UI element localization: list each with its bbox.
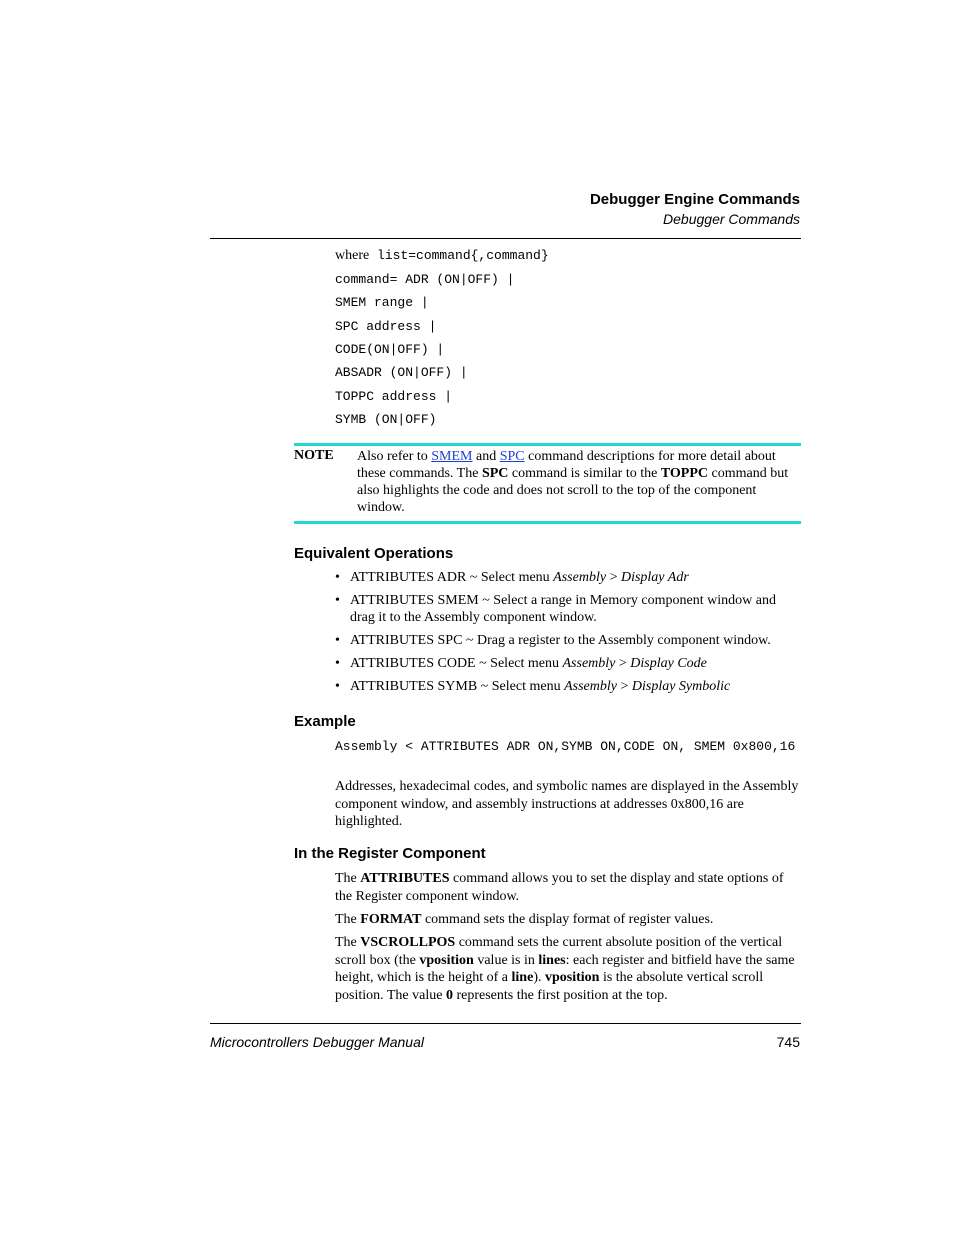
register-paragraph-vscrollpos: The VSCROLLPOS command sets the current absolute position of the vertical scroll box (the vposition value is in lines: each register and bitfield have the same height, which is the height of a line). vposition is the absolute vertical scroll position. The value 0 represents the first position at the top. <box>335 935 795 1003</box>
syntax-line: SPC address | <box>335 319 437 334</box>
list-item: • ATTRIBUTES ADR ~ Select menu Assembly > Display Adr <box>335 570 689 585</box>
note-body: Also refer to SMEM and SPC command descriptions for more detail about these commands. The SPC command is similar to the TOPPC command but also highlights the code and does not scroll to the top of the component window. <box>357 449 789 515</box>
syntax-where-line <box>335 248 549 264</box>
bullet-icon: • <box>335 633 340 648</box>
section-heading-example: Example <box>294 713 356 730</box>
smem-link[interactable]: SMEM <box>431 449 473 464</box>
where-word: where <box>335 248 370 263</box>
running-header-title: Debugger Engine Commands <box>589 191 800 208</box>
syntax-line: SMEM range | <box>335 295 429 310</box>
list-item: • ATTRIBUTES SMEM ~ Select a range in Memory component window and drag it to the Assembly component window. <box>335 593 776 625</box>
note-label: NOTE <box>294 448 334 463</box>
register-paragraph-format: The FORMAT command sets the display format of register values. <box>335 912 714 927</box>
list-item: • ATTRIBUTES CODE ~ Select menu Assembly > Display Code <box>335 656 707 671</box>
where-code: list=command{,command} <box>377 248 549 263</box>
syntax-line: SYMB (ON|OFF) <box>335 412 437 427</box>
list-item: • ATTRIBUTES SYMB ~ Select menu Assembly > Display Symbolic <box>335 679 731 694</box>
equivalent-operations-list <box>335 569 795 701</box>
bullet-icon: • <box>335 679 340 694</box>
syntax-line: ABSADR (ON|OFF) | <box>335 365 468 380</box>
footer-manual-title: Microcontrollers Debugger Manual <box>210 1034 424 1050</box>
note-top-rule <box>294 443 801 446</box>
syntax-line: TOPPC address | <box>335 389 453 404</box>
list-item: • ATTRIBUTES SPC ~ Drag a register to the Assembly component window. <box>335 633 771 648</box>
syntax-line: CODE(ON|OFF) | <box>335 342 445 357</box>
header-divider <box>210 238 801 239</box>
section-heading-equivalent-operations: Equivalent Operations <box>294 545 454 562</box>
bullet-icon: • <box>335 593 340 608</box>
note-bottom-rule <box>294 521 801 524</box>
syntax-line: command= ADR (ON|OFF) | <box>335 272 515 287</box>
example-code: Assembly < ATTRIBUTES ADR ON,SYMB ON,CODE ON, SMEM 0x800,16 <box>335 739 796 754</box>
bullet-icon: • <box>335 570 340 585</box>
register-paragraph-attributes: The ATTRIBUTES command allows you to set the display and state options of the Register component window. <box>335 871 784 904</box>
bullet-icon: • <box>335 656 340 671</box>
example-description: Addresses, hexadecimal codes, and symbolic names are displayed in the Assembly component window, and assembly instructions at addresses 0x800,16 are highlighted. <box>335 779 799 829</box>
running-header-subtitle: Debugger Commands <box>663 211 800 227</box>
page-number: 745 <box>776 1034 800 1050</box>
footer-divider <box>210 1023 801 1024</box>
spc-link[interactable]: SPC <box>499 449 525 464</box>
section-heading-register-component: In the Register Component <box>294 845 486 862</box>
